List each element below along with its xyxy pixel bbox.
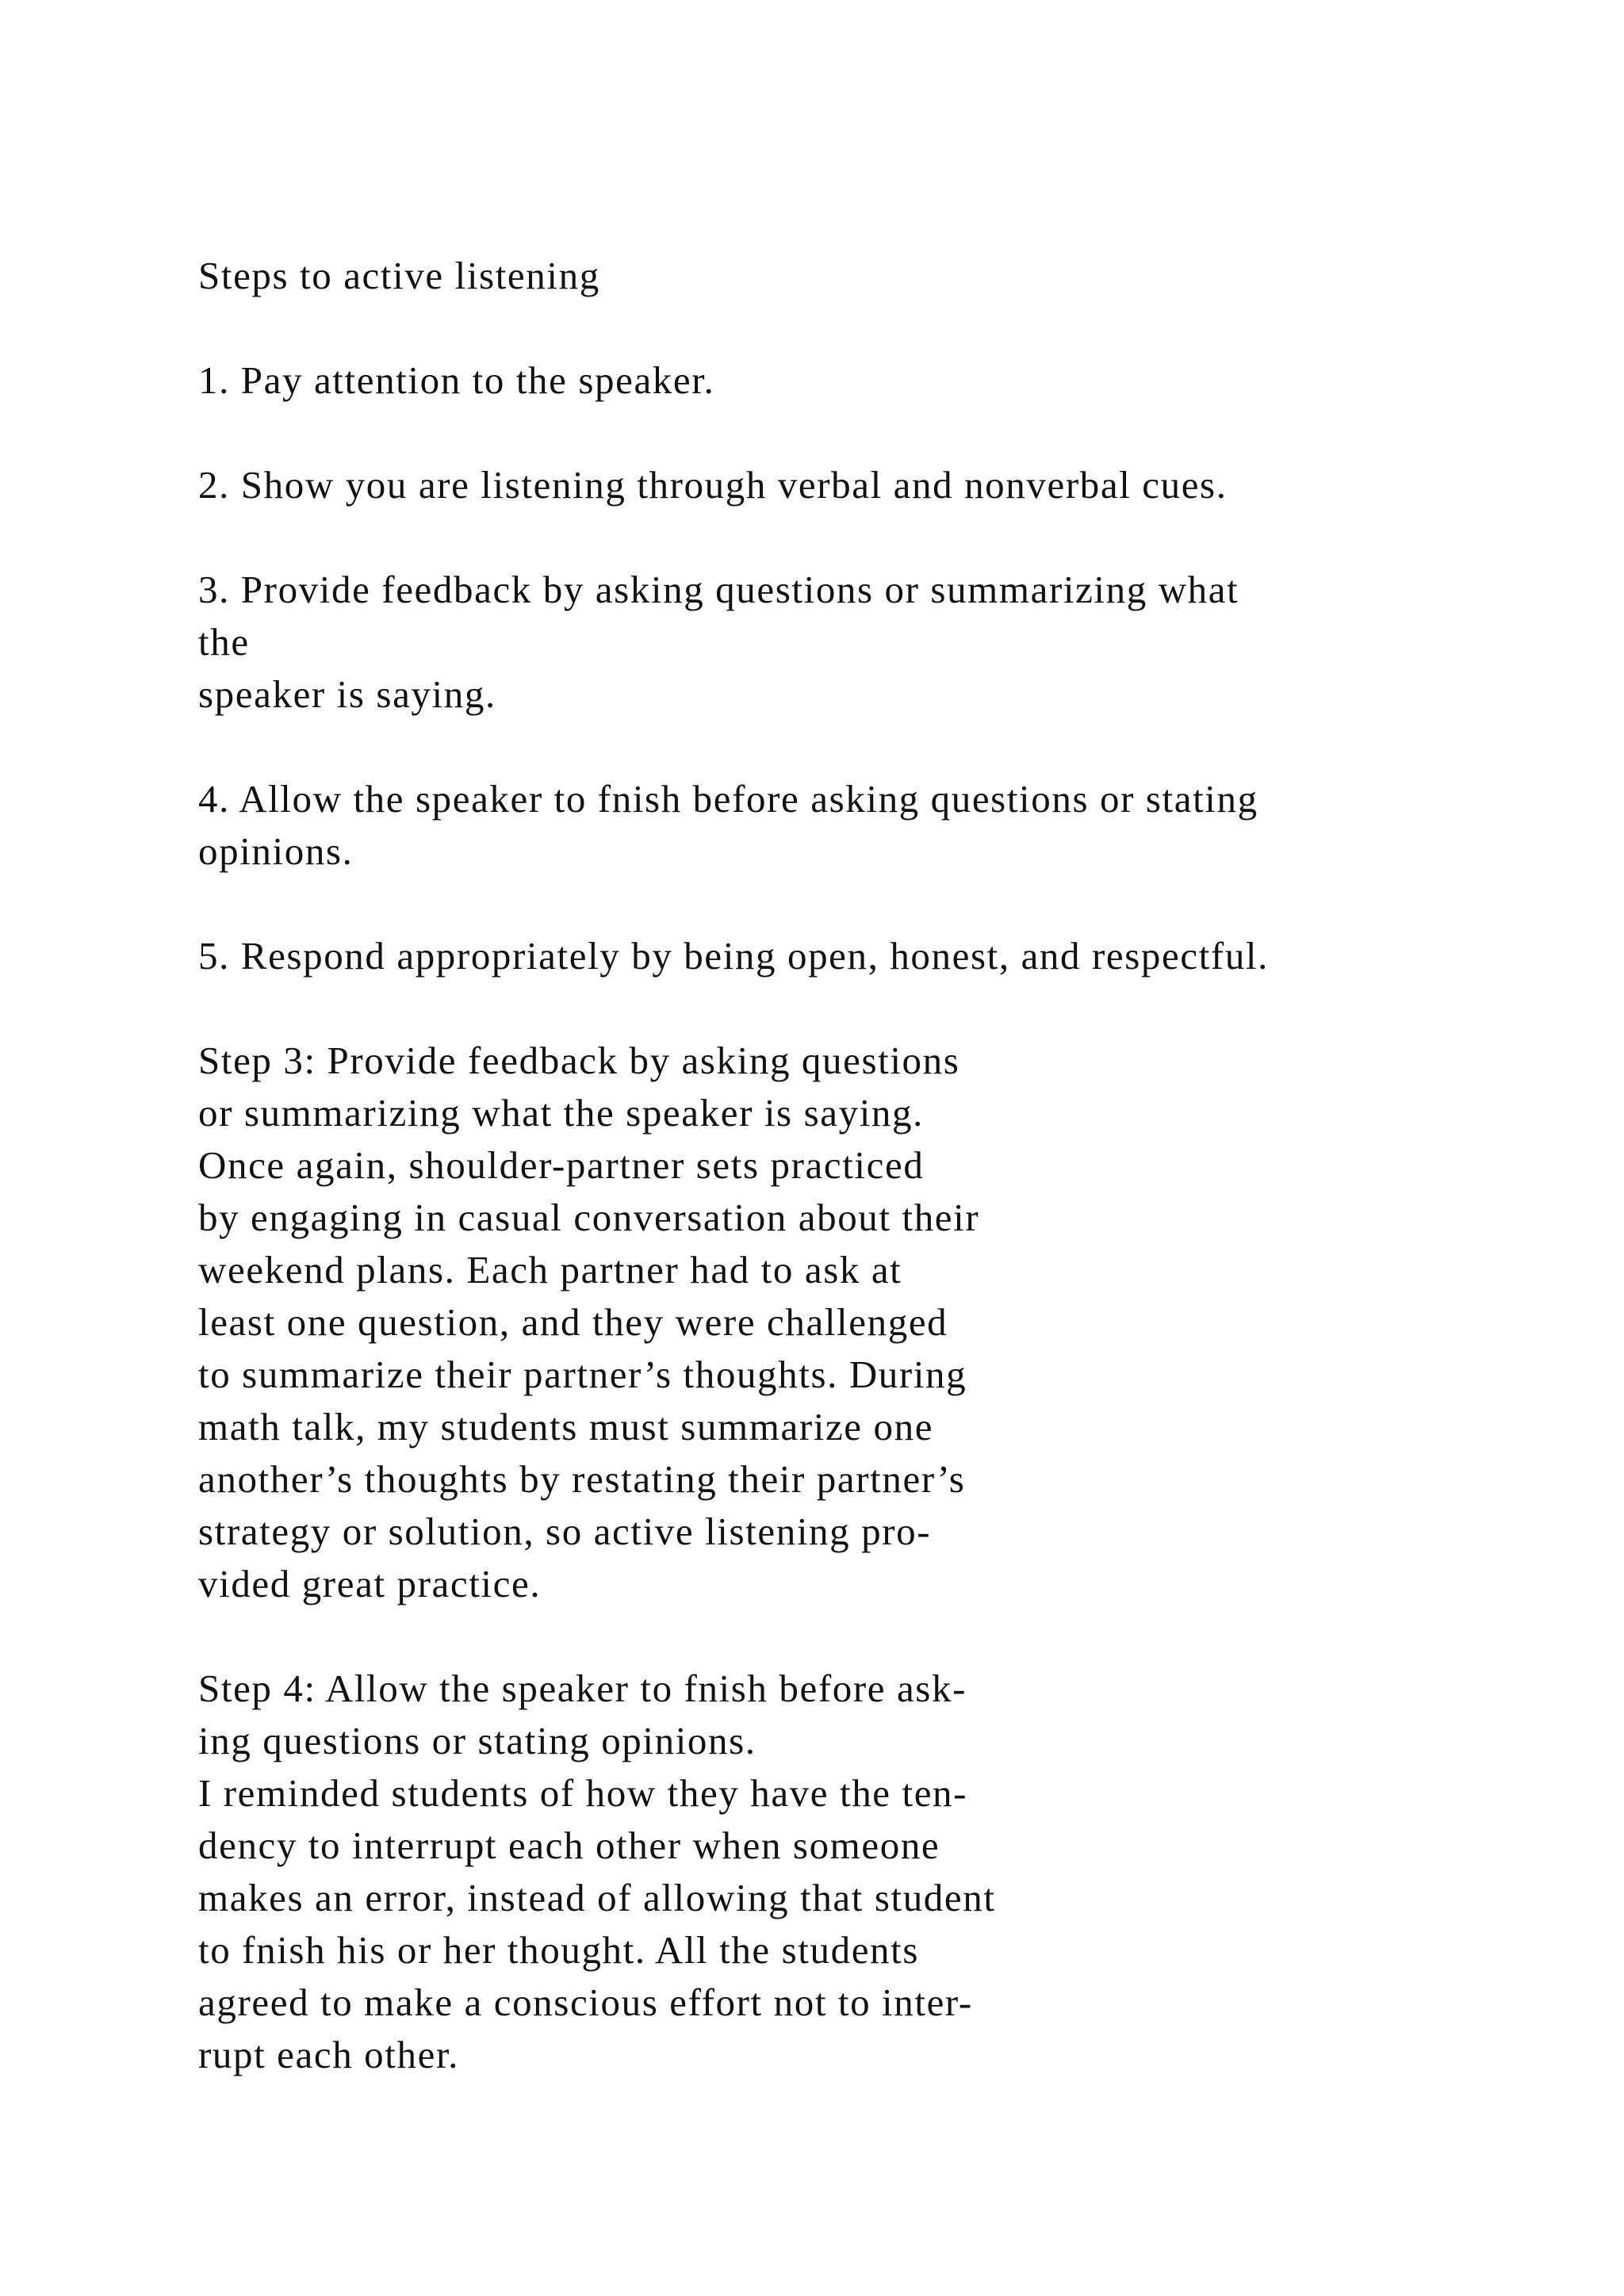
spacer — [198, 302, 1546, 354]
paragraph-line: ing questions or stating opinions. — [198, 1719, 756, 1762]
paragraph-line: or summarizing what the speaker is saying. — [198, 1091, 924, 1135]
spacer — [198, 511, 1546, 564]
step-4-line-2: opinions. — [198, 829, 354, 873]
step-2-line: 2. Show you are listening through verbal and nonverbal cues. — [198, 463, 1228, 507]
paragraph-line: Once again, shoulder-partner sets practiced — [198, 1143, 925, 1187]
step-5-line: 5. Respond appropriately by being open, honest, and respectful. — [198, 934, 1269, 978]
paragraph-line: Step 3: Provide feedback by asking questions — [198, 1039, 960, 1082]
paragraph-line: Step 4: Allow the speaker to fnish before ask- — [198, 1667, 967, 1710]
paragraph-line: I reminded students of how they have the ten- — [198, 1771, 968, 1815]
paragraph-line: by engaging in casual conversation about their — [198, 1196, 980, 1239]
spacer — [198, 721, 1546, 773]
document-title: Steps to active listening — [198, 254, 600, 297]
paragraph-line: least one question, and they were challenged — [198, 1300, 948, 1344]
step-3-line-3: speaker is saying. — [198, 672, 496, 716]
paragraph-line: makes an error, instead of allowing that student — [198, 1876, 996, 1919]
spacer — [198, 982, 1546, 1035]
paragraph-line: to fnish his or her thought. All the students — [198, 1928, 920, 1972]
paragraph-line: to summarize their partner’s thoughts. During — [198, 1353, 967, 1396]
spacer — [198, 407, 1546, 459]
paragraph-line: dency to interrupt each other when someone — [198, 1823, 940, 1867]
paragraph-line: agreed to make a conscious effort not to inter- — [198, 1980, 973, 2024]
step-4-paragraph — [198, 1663, 1546, 2081]
step-3-line-1: 3. Provide feedback by asking questions or summarizing what — [198, 568, 1239, 611]
paragraph-line: another’s thoughts by restating their partner’s — [198, 1457, 966, 1501]
step-4-line-1: 4. Allow the speaker to fnish before asking questions or stating — [198, 777, 1258, 821]
document-body — [198, 250, 1546, 2081]
step-3-paragraph — [198, 1035, 1546, 1610]
paragraph-line: math talk, my students must summarize one — [198, 1405, 934, 1448]
paragraph-line: strategy or solution, so active listening pro- — [198, 1510, 932, 1553]
spacer — [198, 878, 1546, 930]
paragraph-line: rupt each other. — [198, 2033, 460, 2076]
paragraph-line: vided great practice. — [198, 1562, 542, 1605]
paragraph-line: weekend plans. Each partner had to ask at — [198, 1248, 902, 1292]
spacer — [198, 1610, 1546, 1663]
step-3-line-2: the — [198, 620, 250, 664]
step-1-line: 1. Pay attention to the speaker. — [198, 358, 715, 402]
